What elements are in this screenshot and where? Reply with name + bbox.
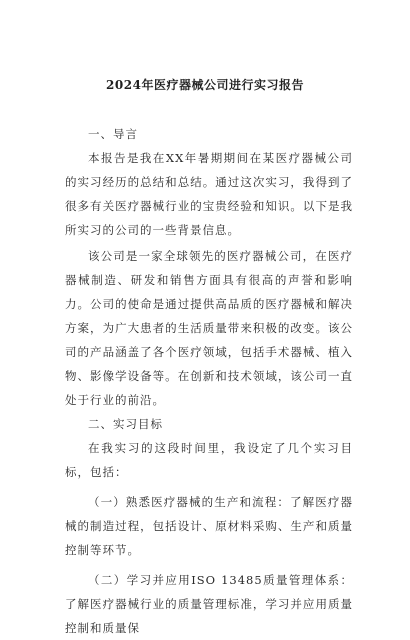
paragraph-intro-summary: 本报告是我在XX年暑期期间在某医疗器械公司的实习经历的总结和总结。通过这次实习，我得到了很多有关医疗器械行业的宝贵经验和知识。以下是我所实习的公司的一些背景信息。 bbox=[65, 151, 353, 237]
document-title: 2024年医疗器械公司进行实习报告 bbox=[106, 78, 304, 92]
section-heading-introduction: 一、导言 bbox=[88, 127, 138, 141]
goal-item-2: （二）学习并应用ISO 13485质量管理体系：了解医疗器械行业的质量管理标准，学习并应用质量控制和质量保 bbox=[65, 573, 353, 635]
document-body bbox=[65, 122, 353, 640]
section-heading-goals: 二、实习目标 bbox=[88, 417, 163, 431]
paragraph-goals-intro: 在我实习的这段时间里，我设定了几个实习目标，包括： bbox=[65, 441, 353, 479]
paragraph-company-background: 该公司是一家全球领先的医疗器械公司，在医疗器械制造、研发和销售方面具有很高的声誉和影响力。公司的使命是通过提供高品质的医疗器械和解决方案，为广大患者的生活质量带来积极的改变。该公司的产品涵盖了各个医疗领域，包括手术器械、植入物、影像学设备等。在创新和技术领域，该公司一直处于行业的前沿。 bbox=[65, 249, 353, 407]
goal-item-1: （一）熟悉医疗器械的生产和流程：了解医疗器械的制造过程，包括设计、原材料采购、生产和质量控制等环节。 bbox=[65, 495, 353, 557]
